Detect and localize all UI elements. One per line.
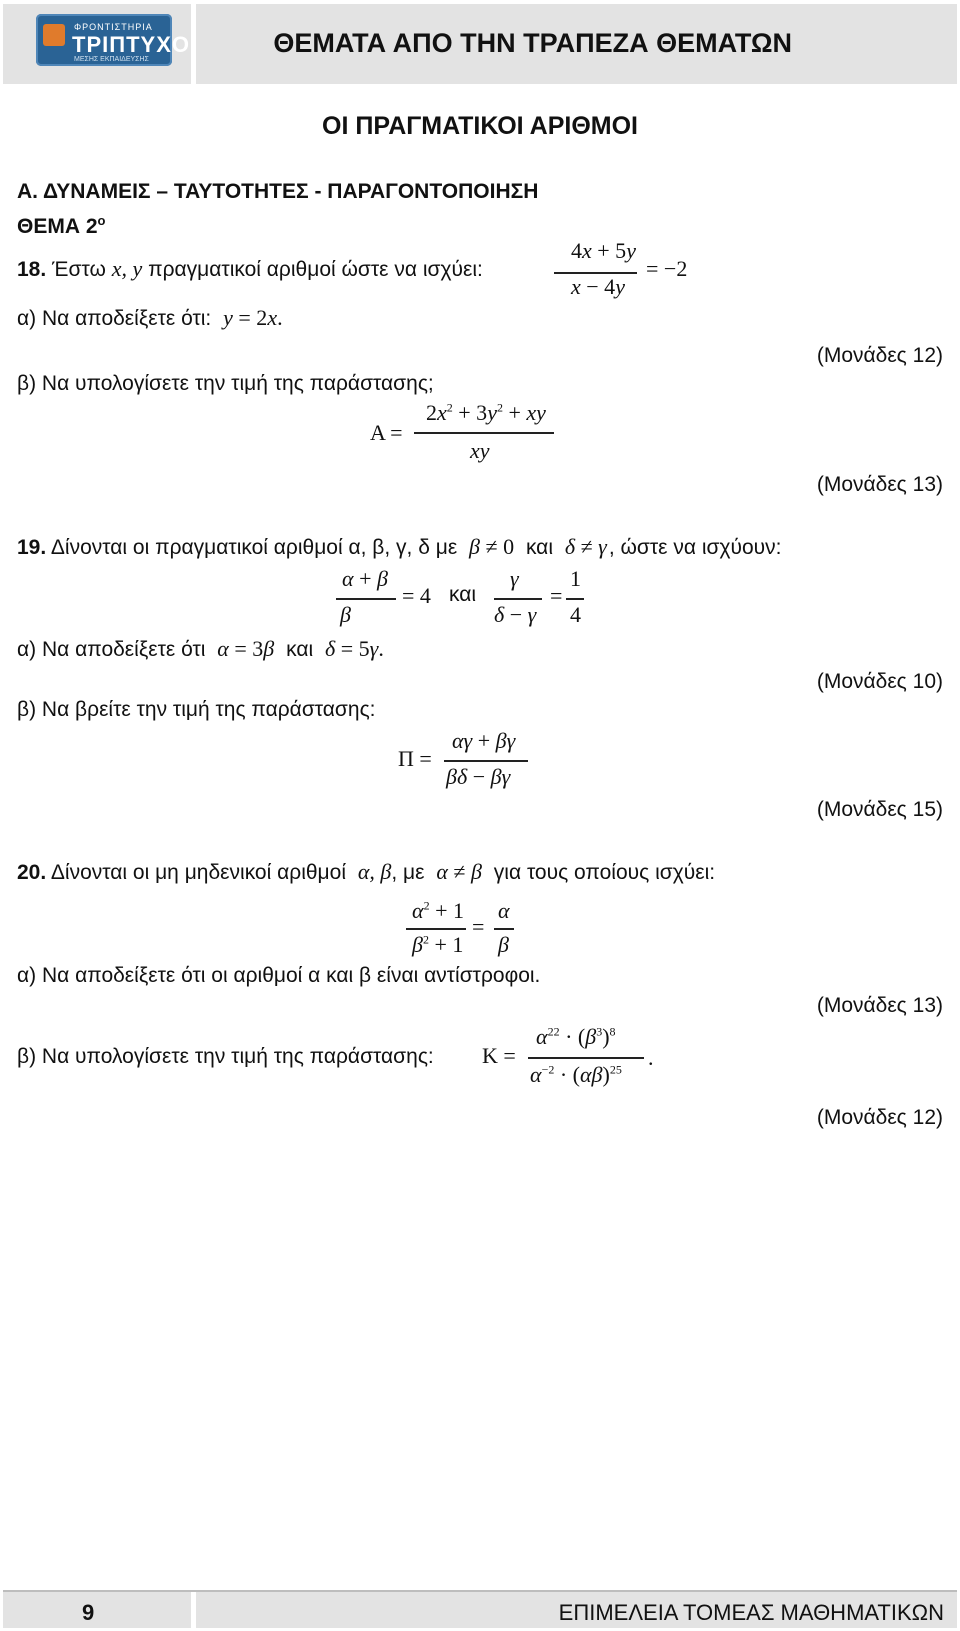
footer-page-box: [3, 1592, 191, 1628]
section-heading: Α. ΔΥΝΑΜΕΙΣ – ΤΑΥΤΟΤΗΤΕΣ - ΠΑΡΑΓΟΝΤΟΠΟΙΗΣΗ: [17, 180, 539, 203]
eq19-2-den: δ − γ: [494, 602, 537, 627]
equation-1: α = 3β: [217, 636, 275, 661]
period: .: [648, 1045, 654, 1070]
problem-20-a: α) Να αποδείξετε ότι οι αριθμοί α και β είναι αντίστροφοι.: [17, 964, 541, 987]
problem-number: 20.: [17, 861, 47, 884]
fraction-bar: [528, 1057, 644, 1059]
page-number: 9: [82, 1600, 95, 1625]
marks: (Μονάδες 12): [816, 1106, 943, 1129]
fraction-bar: [566, 598, 584, 600]
exprA-den: xy: [470, 438, 490, 463]
kai: και: [449, 583, 477, 606]
marks: (Μονάδες 10): [816, 670, 943, 693]
equals: =: [472, 914, 485, 939]
fraction-bar: [494, 928, 514, 930]
condition-2: δ ≠ γ: [564, 534, 607, 559]
expr-P-label: Π =: [398, 746, 432, 771]
problem-18-a: [17, 305, 283, 331]
logo-text: ΤΡΙΠΤΥΧΟ: [72, 32, 191, 57]
fraction-bar: [494, 598, 542, 600]
part-a-text: α) Να αποδείξετε ότι: [17, 638, 206, 661]
expr-A-label: Α =: [370, 420, 403, 445]
problem-18-intro: [17, 256, 483, 282]
theme-sup: ο: [97, 213, 106, 228]
problem-19-a: [17, 636, 384, 662]
problem-number: 18.: [17, 258, 47, 281]
intro-rest: για τους οποίους ισχύει:: [493, 861, 716, 884]
logo-bottom-text: ΜΕΣΗΣ ΕΚΠΑΙΔΕΥΣΗΣ: [74, 56, 149, 63]
eq20-den: $\beta^2 + 1$: [412, 932, 464, 957]
header-bar: [196, 4, 957, 84]
equation: y = 2x.: [223, 305, 283, 330]
logo-mark: [43, 24, 65, 46]
problem-20-b: β) Να υπολογίσετε την τιμή της παράστασης:: [17, 1045, 434, 1068]
marks: (Μονάδες 12): [816, 344, 943, 367]
variables: α, β: [357, 859, 392, 884]
quarter-num: 1: [570, 566, 581, 591]
condition-1: β ≠ 0: [469, 534, 515, 559]
intro-rest: πραγματικοί αριθμοί ώστε να ισχύει:: [148, 258, 483, 281]
condition: α ≠ β: [436, 859, 482, 884]
logo: [36, 14, 191, 66]
frac18-rhs: = −2: [646, 256, 688, 281]
intro-text: Δίνονται οι πραγματικοί αριθμοί α, β, γ, δ με: [50, 536, 458, 559]
exprP-den: βδ − βγ: [446, 764, 511, 789]
problem-18-b: β) Να υπολογίσετε την τιμή της παράστασης;: [17, 372, 434, 395]
equation-2: δ = 5γ.: [324, 636, 384, 661]
problem-20-intro: [17, 859, 715, 885]
variables: x, y: [111, 256, 143, 281]
eq19-1-num: α + β: [342, 566, 388, 591]
eq19-1-den: β: [340, 602, 351, 627]
me: , με: [391, 861, 425, 884]
eq19-2-num: γ: [510, 566, 519, 591]
page-title: ΟΙ ΠΡΑΓΜΑΤΙΚΟΙ ΑΡΙΘΜΟΙ: [322, 112, 638, 140]
marks: (Μονάδες 15): [816, 798, 943, 821]
eq20-rhs-num: α: [498, 898, 510, 923]
eq19-1-rhs: = 4: [402, 583, 431, 608]
fraction-bar: [406, 928, 466, 930]
problem-19-intro: [17, 534, 781, 560]
intro-text: Έστω: [52, 258, 106, 281]
expr-K-label: Κ =: [482, 1043, 516, 1068]
frac18-den: x − 4y: [571, 274, 625, 299]
eq20-rhs-den: β: [498, 932, 509, 957]
theme-label: [17, 213, 105, 239]
fraction-bar: [444, 760, 528, 762]
intro-rest: , ώστε να ισχύουν:: [608, 536, 782, 559]
logo-top-text: ΦΡΟΝΤΙΣΤΗΡΙΑ: [74, 22, 153, 32]
intro-text: Δίνονται οι μη μηδενικοί αριθμοί: [50, 861, 346, 884]
quarter-den: 4: [570, 602, 581, 627]
eq20-num: $\alpha^2 + 1$: [412, 898, 464, 923]
theme-text: ΘΕΜΑ 2: [17, 215, 98, 238]
footer-text: ΕΠΙΜΕΛΕΙΑ ΤΟΜΕΑΣ ΜΑΘΗΜΑΤΙΚΩΝ: [558, 1600, 944, 1625]
problem-19-b: β) Να βρείτε την τιμή της παράστασης:: [17, 698, 376, 721]
kai: και: [286, 638, 314, 661]
part-a-text: α) Να αποδείξετε ότι:: [17, 307, 212, 330]
fraction-bar: [336, 598, 396, 600]
fraction-bar: [414, 432, 554, 434]
exprK-num: $\alpha^{22} \cdot (\beta^3)^8$: [536, 1024, 616, 1049]
exprP-num: αγ + βγ: [452, 728, 516, 753]
exprK-den: $\alpha^{-2} \cdot (\alpha\beta)^{25}$: [530, 1062, 622, 1087]
problem-number: 19.: [17, 536, 47, 559]
header-title: ΘΕΜΑΤΑ ΑΠΟ ΤΗΝ ΤΡΑΠΕΖΑ ΘΕΜΑΤΩΝ: [273, 28, 792, 58]
frac18-num: 4x + 5y: [571, 238, 636, 263]
kai: και: [525, 536, 553, 559]
marks: (Μονάδες 13): [816, 994, 943, 1017]
exprA-num: $2x^2 + 3y^2$ + xy: [426, 400, 546, 425]
equals: =: [550, 583, 563, 608]
header-logo-area: [3, 4, 191, 84]
marks: (Μονάδες 13): [816, 473, 943, 496]
